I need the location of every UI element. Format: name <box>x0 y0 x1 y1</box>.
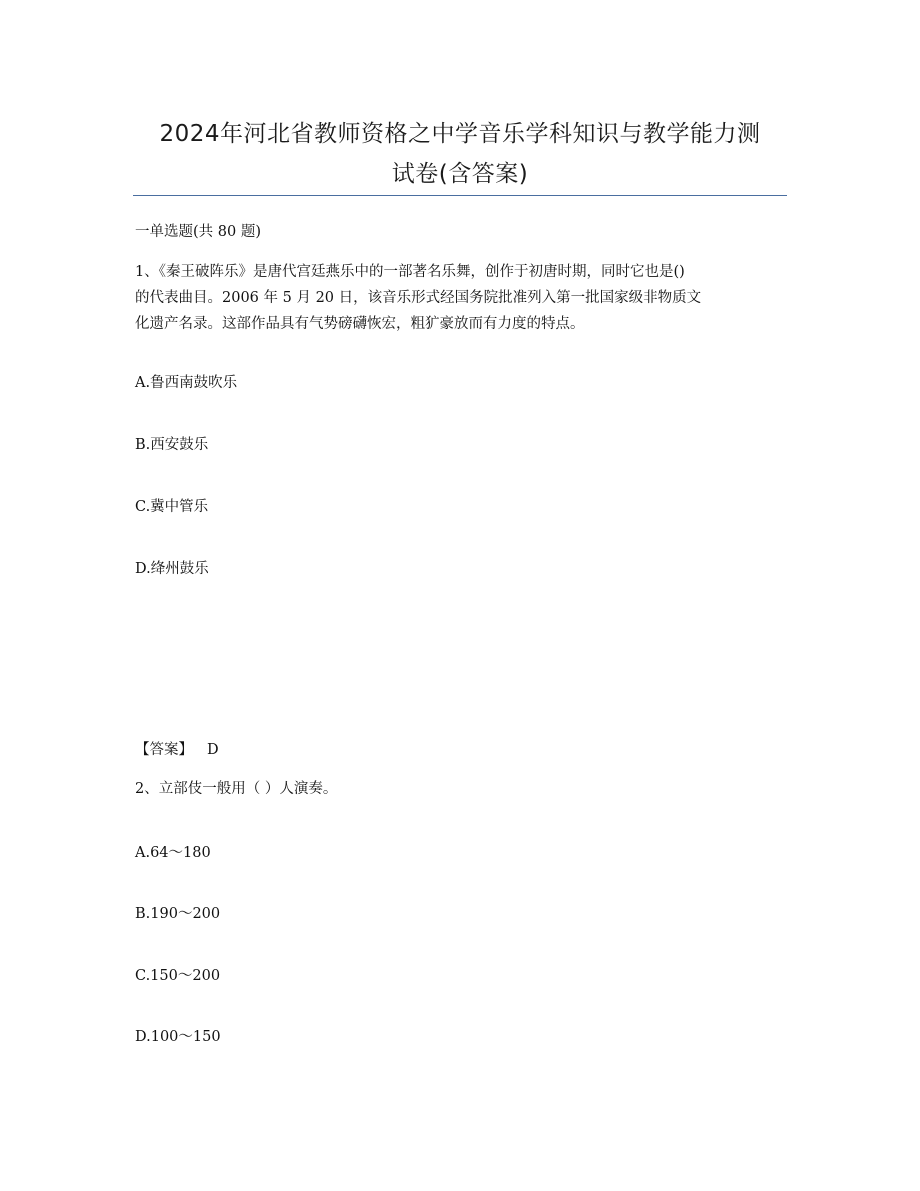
question-1-option-d: D.绛州鼓乐 <box>135 561 209 577</box>
question-1-stem-line: 化遗产名录。这部作品具有气势磅礴恢宏，粗犷豪放而有力度的特点。 <box>135 316 585 332</box>
question-1-stem <box>135 259 785 337</box>
answer-value: D <box>207 742 219 758</box>
question-2-option-c: C.150～200 <box>135 968 221 984</box>
answer-label: 【答案】 <box>135 742 193 758</box>
question-1-stem-line: 1、《秦王破阵乐》是唐代宫廷燕乐中的一部著名乐舞，创作于初唐时期，同时它也是() <box>135 264 685 280</box>
question-2-stem: 2、立部伎一般用（ ）人演奏。 <box>135 781 338 797</box>
question-2-option-a: A.64～180 <box>135 845 211 861</box>
section-heading: 一单选题(共 80 题) <box>135 224 261 240</box>
title-line-1: 2024年河北省教师资格之中学音乐学科知识与教学能力测 <box>159 121 761 147</box>
question-1-answer <box>135 740 219 760</box>
question-1-option-b: B.西安鼓乐 <box>135 437 209 453</box>
question-2-option-d: D.100～150 <box>135 1029 221 1045</box>
question-1-option-a: A.鲁西南鼓吹乐 <box>135 375 238 391</box>
document-title <box>133 114 787 194</box>
title-line-2: 试卷(含答案) <box>391 161 529 187</box>
title-divider <box>133 195 787 196</box>
question-1-option-c: C.冀中管乐 <box>135 499 209 515</box>
question-1-stem-line: 的代表曲目。2006 年 5 月 20 日，该音乐形式经国务院批准列入第一批国家级非物质文 <box>135 290 702 306</box>
question-2-option-b: B.190～200 <box>135 906 221 922</box>
